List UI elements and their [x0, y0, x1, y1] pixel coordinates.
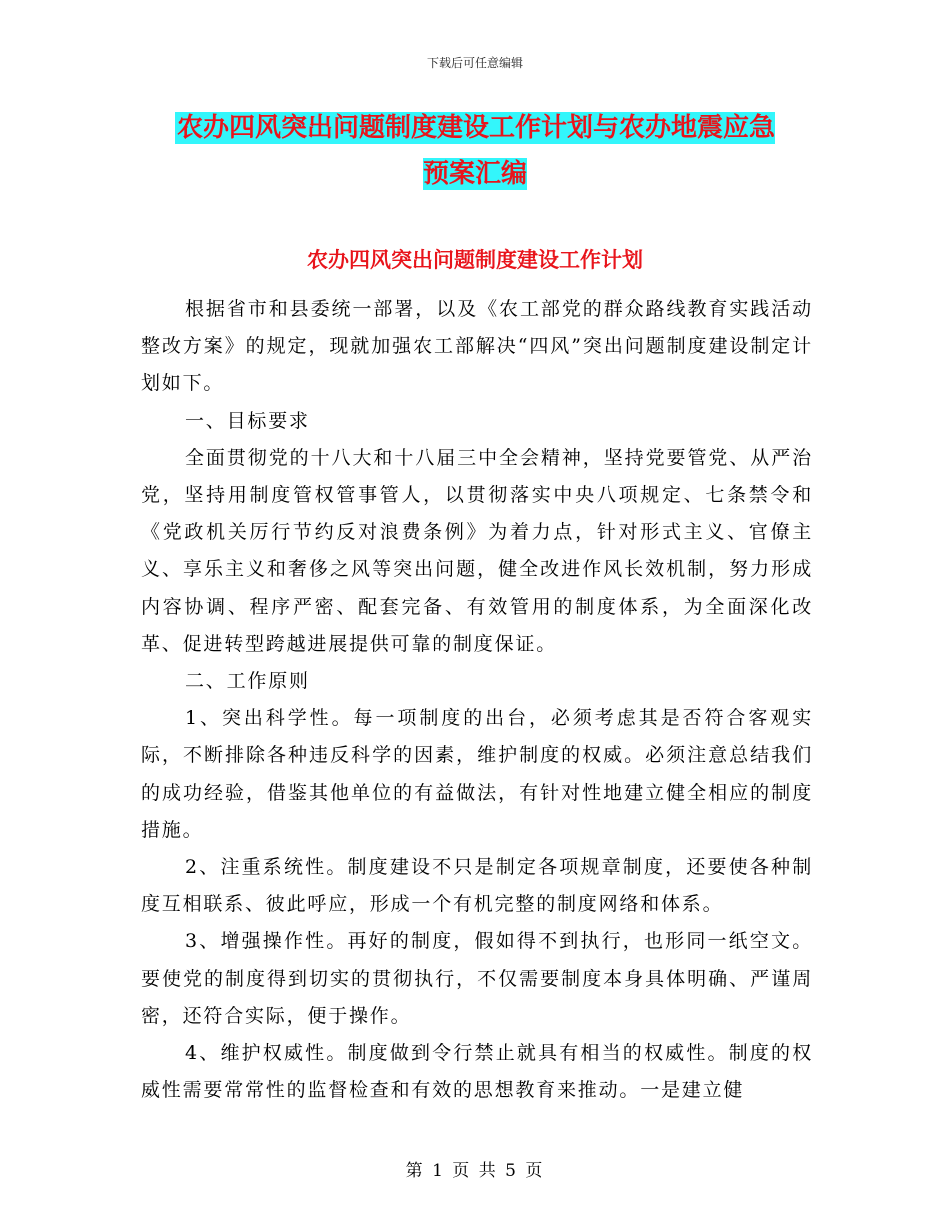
- page-number: 第 1 页 共 5 页: [405, 1161, 545, 1181]
- paragraph-principle-1: 1、突出科学性。每一项制度的出台，必须考虑其是否符合客观实际，不断排除各种违反科学的因素，维护制度的权威。必须注意总结我们的成功经验，借鉴其他单位的有益做法，有针对性地建立健全相应的制度措施。: [141, 707, 813, 841]
- document-title-text-1: 农办四风突出问题制度建设工作计划与农办地震应急: [176, 113, 775, 143]
- header-note: 下载后可任意编辑: [426, 56, 523, 70]
- section-title: 农办四风突出问题制度建设工作计划: [307, 248, 643, 272]
- paragraph-principle-2: 2、注重系统性。制度建设不只是制定各项规章制度，还要使各种制度互相联系、彼此呼应，形成一个有机完整的制度网络和体系。: [141, 856, 813, 916]
- heading-goals: 一、目标要求: [185, 409, 310, 432]
- paragraph-goals: 全面贯彻党的十八大和十八届三中全会精神，坚持党要管党、从严治党，坚持用制度管权管事管人，以贯彻落实中央八项规定、七条禁令和《党政机关厉行节约反对浪费条例》为着力点，针对形式主义、官僚主义、享乐主义和奢侈之风等突出问题，健全改进作风长效机制，努力形成内容协调、程序严密、配套完备、有效管用的制度体系，为全面深化改革、促进转型跨越进展提供可靠的制度保证。: [141, 446, 813, 655]
- document-title-line-2: [0, 154, 950, 194]
- paragraph-intro: 根据省市和县委统一部署，以及《农工部党的群众路线教育实践活动整改方案》的规定，现就加强农工部解决“四风”突出问题制度建设制定计划如下。: [141, 298, 813, 395]
- document-title-text-2: 预案汇编: [422, 159, 527, 189]
- heading-principles: 二、工作原则: [185, 670, 310, 693]
- paragraph-principle-4: 4、维护权威性。制度做到令行禁止就具有相当的权威性。制度的权威性需要常常性的监督检查和有效的思想教育来推动。一是建立健: [141, 1042, 813, 1102]
- document-body: [141, 291, 813, 1109]
- paragraph-principle-3: 3、增强操作性。再好的制度，假如得不到执行，也形同一纸空文。要使党的制度得到切实的贯彻执行，不仅需要制度本身具体明确、严谨周密，还符合实际，便于操作。: [141, 930, 813, 1027]
- document-title-line-1: [0, 108, 950, 148]
